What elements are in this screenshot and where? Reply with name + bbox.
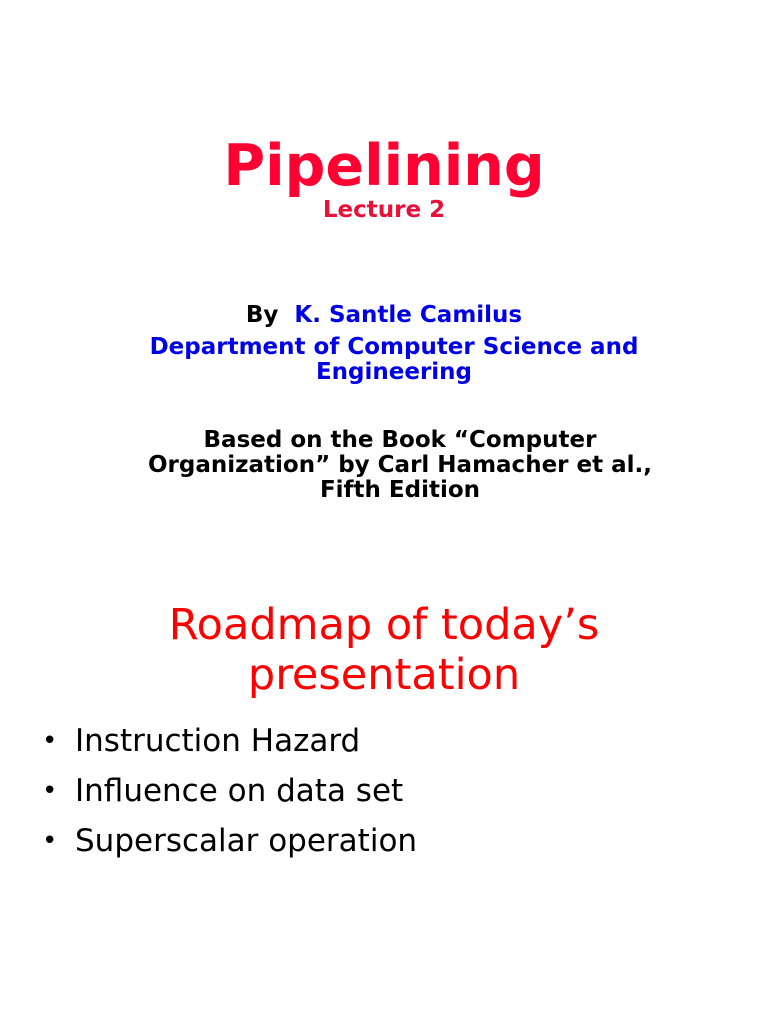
by-label: By bbox=[245, 302, 279, 328]
department-name: Department of Computer Science and Engineering bbox=[149, 334, 639, 385]
book-reference-line-2: Organization” by Carl Hamacher et al., bbox=[147, 452, 652, 478]
roadmap-bullet-list bbox=[42, 716, 742, 866]
byline bbox=[0, 300, 768, 330]
book-reference bbox=[100, 428, 700, 503]
bullet-item bbox=[42, 716, 742, 766]
roadmap-slide bbox=[0, 530, 768, 1024]
book-reference-line-3: Fifth Edition bbox=[319, 477, 481, 503]
slide-title: Pipelining bbox=[223, 133, 545, 199]
bullet-text: Superscalar operation bbox=[75, 823, 418, 859]
bullet-text: Influence on data set bbox=[75, 773, 404, 809]
roadmap-title-line-2: presentation bbox=[247, 650, 521, 700]
bullet-icon: • bbox=[42, 826, 58, 856]
roadmap-title-line-1: Roadmap of today’s bbox=[168, 600, 600, 650]
bullet-item bbox=[42, 766, 742, 816]
author-name: K. Santle Camilus bbox=[294, 302, 523, 328]
bullet-text: Instruction Hazard bbox=[75, 723, 361, 759]
bullet-icon: • bbox=[42, 726, 58, 756]
roadmap-title bbox=[0, 600, 768, 700]
book-reference-line-1: Based on the Book “Computer bbox=[203, 427, 597, 453]
slide-subtitle: Lecture 2 bbox=[322, 197, 446, 223]
bullet-icon: • bbox=[42, 776, 58, 806]
bullet-item bbox=[42, 816, 742, 866]
